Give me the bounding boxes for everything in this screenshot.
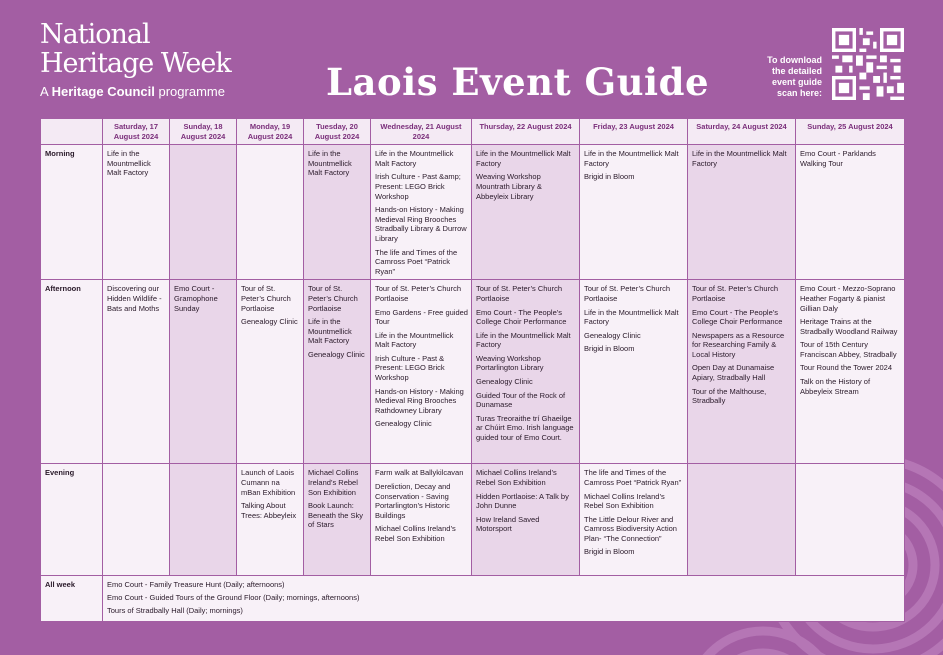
header-row [41,119,905,145]
event-item: Turas Treoraithe trí Ghaeilge ar Chúirt Emo. Irish language guided tour of Emo Court. [476,413,574,443]
event-item: Life in the Mountmellick Malt Factory [476,330,571,350]
evening-cell [580,464,688,576]
event-item: Hidden Portlaoise: A Talk by John Dunne [476,491,569,511]
event-item: Michael Collins Ireland’s Rebel Son Exhibition [375,524,456,543]
event-item: Tour of St. Peter’s Church Portlaoise [584,284,671,303]
morning-cell [688,145,796,280]
event-item: Open Day at Dunamaise Apiary, Stradbally Hall [692,363,775,383]
morning-cell [170,145,237,280]
afternoon-cell [371,280,472,464]
event-item: Weaving Workshop Mountrath Library & Abbeyleix Library [476,172,542,201]
event-item: Tour of St. Peter’s Church Portlaoise [375,284,462,303]
event-item: Brigid in Bloom [584,172,635,182]
event-item: Life in the Mountmellick Malt Factory [584,149,679,168]
event-item: Tour Round the Tower 2024 [800,363,893,373]
event-item: Weaving Workshop Portarlington Library [476,353,544,373]
event-item: Emo Court - Parklands Walking Tour [800,149,876,168]
afternoon-cell [580,280,688,464]
tagline-suffix: programme [154,84,225,99]
event-item: Launch of Laois Cumann na mBan Exhibition [241,468,296,497]
row-label-morning: Morning [41,145,103,280]
event-item: How Ireland Saved Motorsport [476,514,540,534]
day-header: Saturday, 24 August 2024 [688,119,796,145]
event-item: Irish Culture - Past &amp; Present: LEGO Brick Workshop [375,172,461,201]
event-item: Emo Court - Guided Tours of the Ground Floor (Daily; mornings, afternoons) [107,592,360,602]
event-item: Genealogy Clinic [476,377,533,387]
evening-cell [304,464,371,576]
evening-cell [103,464,170,576]
event-item: Genealogy Clinic [375,419,432,429]
row-label-all-week: All week [41,576,103,622]
event-item: Emo Court - Gramophone Sunday [174,284,218,313]
event-item: Talk on the History of Abbeyleix Stream [800,377,871,396]
day-header: Tuesday, 20 August 2024 [304,119,371,145]
event-item: Tour of St. Peter’s Church Portlaoise [241,284,291,313]
event-item: Life in the Mountmellick Malt Factory [308,149,352,178]
event-item: Emo Court - Mezzo-Soprano Heather Fogarty & pianist Gillian Daly [800,284,896,313]
morning-cell [237,145,304,280]
event-item: The life and Times of the Camross Poet “Patrick Ryan” [584,468,682,487]
event-item: Life in the Mountmellick Malt Factory [308,317,352,346]
event-item: Michael Collins Ireland’s Rebel Son Exhibition [308,468,359,497]
all-week-row [41,576,905,622]
tagline-prefix: A [40,84,52,99]
evening-cell [688,464,796,576]
row-label-evening: Evening [41,464,103,576]
day-header: Sunday, 25 August 2024 [796,119,905,145]
morning-cell [103,145,170,280]
day-header: Thursday, 22 August 2024 [472,119,580,145]
logo-line-2: Heritage Week [40,48,231,79]
event-item: Farm walk at Ballykilcavan [375,468,464,478]
event-item: Tour of St. Peter’s Church Portlaoise [692,284,779,303]
qr-instructions: To download the detailed event guide scan here: [767,55,822,98]
day-header: Sunday, 18 August 2024 [170,119,237,145]
day-header: Monday, 19 August 2024 [237,119,304,145]
event-item: Life in the Mountmellick Malt Factory [692,149,787,168]
afternoon-cell [688,280,796,464]
event-item: Life in the Mountmellick Malt Factory [476,149,571,168]
morning-row [41,145,905,280]
event-item: Tour of the Malthouse, Stradbally [692,386,767,406]
event-item: Tours of Stradbally Hall (Daily; mornings) [107,605,243,615]
event-item: Heritage Trains at the Stradbally Woodland Railway [800,317,898,336]
evening-cell [170,464,237,576]
event-item: The Little Delour River and Camross Biodiversity Action Plan- “The Connection” [584,514,677,543]
event-item: Genealogy Clinic [584,330,641,340]
evening-cell [472,464,580,576]
event-item: Hands-on History - Making Medieval Ring Brooches Stradbally Library & Durrow Library [375,205,467,243]
day-header: Wednesday, 21 August 2024 [371,119,472,145]
event-item: Brigid in Bloom [584,547,635,557]
evening-cell [371,464,472,576]
event-item: Emo Court - Family Treasure Hunt (Daily; afternoons) [107,580,285,590]
event-item: Tour of St. Peter’s Church Portlaoise [476,284,563,303]
morning-cell [796,145,905,280]
event-item: Michael Collins Ireland’s Rebel Son Exhibition [476,468,557,487]
morning-cell [580,145,688,280]
afternoon-cell [237,280,304,464]
logo-tagline [40,84,231,99]
afternoon-cell [304,280,371,464]
event-item: Tour of 15th Century Franciscan Abbey, Stradbally [800,340,897,359]
event-item: Emo Court - The People’s College Choir Performance [692,307,783,327]
afternoon-cell [472,280,580,464]
row-label-afternoon: Afternoon [41,280,103,464]
all-week-events [103,576,905,622]
event-item: Brigid in Bloom [584,344,635,354]
event-item: Hands-on History - Making Medieval Ring Brooches Rathdowney Library [375,386,464,415]
header-corner [41,119,103,145]
tagline-org: Heritage Council [51,84,155,99]
day-header: Friday, 23 August 2024 [580,119,688,145]
event-item: Life in the Mountmellick Malt Factory [584,307,679,327]
afternoon-row [41,280,905,464]
event-item: Newspapers as a Resource for Researching Family & Local History [692,330,785,359]
national-heritage-week-logo [40,20,231,99]
afternoon-cell [103,280,170,464]
event-item: Book Launch: Beneath the Sky of Stars [308,501,364,530]
page-title: Laois Event Guide [326,60,710,104]
event-item: Irish Culture - Past & Present: LEGO Brick Workshop [375,353,445,383]
event-item: Life in the Mountmellick Malt Factory [107,149,151,178]
event-grid [40,118,905,622]
event-item: Life in the Mountmellick Malt Factory [375,149,454,168]
qr-code-icon[interactable] [832,28,904,100]
event-item: Emo Court - The People’s College Choir Performance [476,307,567,327]
event-item: Dereliction, Decay and Conservation - Saving Portarlington’s Historic Buildings [375,481,451,520]
afternoon-cell [796,280,905,464]
event-item: Tour of St. Peter’s Church Portlaoise [308,284,358,313]
event-item: Discovering our Hidden Wildlife - Bats and Moths [107,284,162,313]
morning-cell [472,145,580,280]
event-item: Michael Collins Ireland’s Rebel Son Exhibition [584,491,665,511]
morning-cell [371,145,472,280]
event-item: Genealogy Clinic [308,349,365,359]
day-header: Saturday, 17 August 2024 [103,119,170,145]
event-item: The life and Times of the Camross Poet “Patrick Ryan” [375,247,458,276]
event-item: Talking About Trees: Abbeyleix [241,501,297,520]
event-item: Life in the Mountmellick Malt Factory [375,330,454,350]
evening-cell [237,464,304,576]
event-item: Emo Gardens - Free guided Tour [375,307,468,327]
logo-line-1: National [40,19,150,50]
afternoon-cell [170,280,237,464]
evening-row [41,464,905,576]
event-item: Genealogy Clinic [241,317,298,327]
morning-cell [304,145,371,280]
event-item: Guided Tour of the Rock of Dunamase [476,390,566,410]
evening-cell [796,464,905,576]
